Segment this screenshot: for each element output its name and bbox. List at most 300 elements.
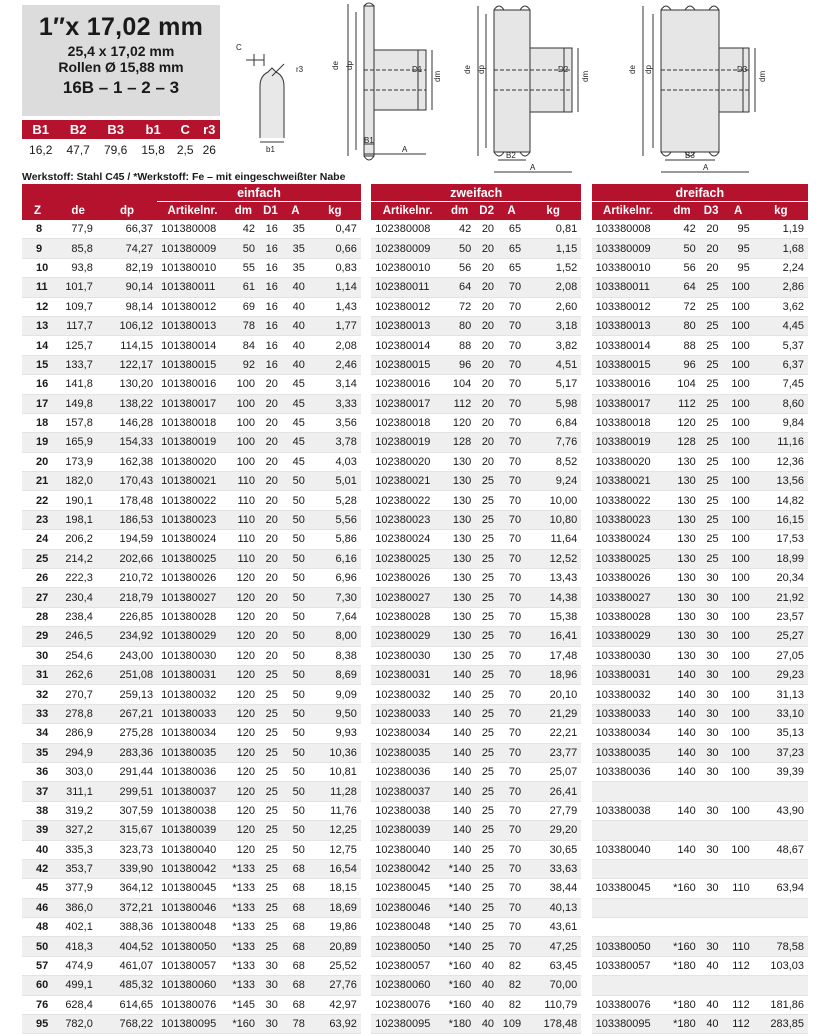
table-cell: 70 <box>498 724 525 743</box>
table-cell: 130 <box>664 530 699 549</box>
table-cell: *140 <box>444 918 475 937</box>
table-cell: 45 <box>282 395 309 414</box>
table-cell: 15,38 <box>525 608 581 627</box>
column-gap <box>361 937 371 956</box>
table-cell: 3,78 <box>309 433 361 452</box>
table-row <box>22 841 808 860</box>
table-row <box>22 685 808 704</box>
table-cell: 100 <box>723 453 754 472</box>
table-cell: 101380018 <box>157 414 228 433</box>
label-b3: B3 <box>685 151 695 160</box>
table-cell: 39,39 <box>754 763 808 782</box>
table-cell: 418,3 <box>59 937 96 956</box>
table-cell: 103380076 <box>592 996 665 1015</box>
table-cell: 103380010 <box>592 259 665 278</box>
table-cell: 70 <box>498 414 525 433</box>
table-cell: 34 <box>22 724 59 743</box>
table-cell: 103380015 <box>592 356 665 375</box>
table-cell: 485,32 <box>97 976 157 995</box>
table-cell: 768,22 <box>97 1015 157 1034</box>
table-cell: 21 <box>22 472 59 491</box>
table-cell <box>723 821 754 840</box>
table-cell: 70 <box>498 433 525 452</box>
table-cell: 9,93 <box>309 724 361 743</box>
table-cell: 3,82 <box>525 336 581 355</box>
table-cell: 92 <box>228 356 259 375</box>
col-d-a: A <box>498 202 525 220</box>
table-cell: 20,34 <box>754 569 808 588</box>
table-cell: 138,22 <box>97 395 157 414</box>
table-cell: 63,94 <box>754 879 808 898</box>
col-d-dm: dm <box>444 202 475 220</box>
table-cell: 461,07 <box>97 957 157 976</box>
table-cell: 50 <box>282 744 309 763</box>
column-gap <box>361 821 371 840</box>
table-cell: 30 <box>700 647 723 666</box>
title-box <box>22 5 220 116</box>
table-cell: 103380034 <box>592 724 665 743</box>
spec-value: 26 <box>199 139 220 161</box>
table-cell: 70 <box>498 530 525 549</box>
table-cell: 100 <box>723 608 754 627</box>
col-t-kg: kg <box>754 202 808 220</box>
table-cell: 31,13 <box>754 685 808 704</box>
table-cell: 243,00 <box>97 647 157 666</box>
table-cell: 25 <box>475 821 498 840</box>
table-cell: 70 <box>498 782 525 801</box>
table-cell: 20 <box>259 511 282 530</box>
table-cell: 474,9 <box>59 957 96 976</box>
table-cell: 140 <box>444 841 475 860</box>
table-cell: 101380028 <box>157 608 228 627</box>
table-cell <box>592 860 665 879</box>
table-cell: 48 <box>22 918 59 937</box>
table-cell: 37 <box>22 782 59 801</box>
table-cell: 50 <box>282 666 309 685</box>
table-row <box>22 356 808 375</box>
table-cell: 70,00 <box>525 976 581 995</box>
table-cell: 110,79 <box>525 996 581 1015</box>
table-cell: 120 <box>228 685 259 704</box>
table-cell: 101380057 <box>157 957 228 976</box>
table-cell: 140 <box>664 763 699 782</box>
table-cell: 20 <box>700 259 723 278</box>
table-cell: 102380032 <box>371 685 444 704</box>
table-cell: 29,20 <box>525 821 581 840</box>
table-cell: 1,77 <box>309 317 361 336</box>
table-cell: 70 <box>498 763 525 782</box>
table-cell: 20 <box>475 239 498 258</box>
table-cell: 25 <box>700 491 723 510</box>
table-cell: 130 <box>664 627 699 646</box>
table-cell: 16 <box>259 336 282 355</box>
table-cell: 20 <box>475 395 498 414</box>
label-dp-3: dp <box>644 65 653 74</box>
table-cell: 6,96 <box>309 569 361 588</box>
table-cell: 364,12 <box>97 879 157 898</box>
table-cell: 141,8 <box>59 375 96 394</box>
table-cell: 103380020 <box>592 453 665 472</box>
table-cell: 103380025 <box>592 550 665 569</box>
table-cell: 294,9 <box>59 744 96 763</box>
column-gap <box>581 666 591 685</box>
table-cell: 402,1 <box>59 918 96 937</box>
table-cell: 130 <box>444 453 475 472</box>
table-cell: 2,46 <box>309 356 361 375</box>
table-cell: 20 <box>475 375 498 394</box>
table-cell: 70 <box>498 336 525 355</box>
table-cell: 103380014 <box>592 336 665 355</box>
table-cell: 25 <box>700 472 723 491</box>
table-cell: 339,90 <box>97 860 157 879</box>
table-cell: 246,5 <box>59 627 96 646</box>
table-cell: 30 <box>700 802 723 821</box>
table-cell: 218,79 <box>97 588 157 607</box>
table-cell: 5,01 <box>309 472 361 491</box>
table-cell: 21,92 <box>754 588 808 607</box>
table-cell: 36 <box>22 763 59 782</box>
table-cell: 103380023 <box>592 511 665 530</box>
table-cell: 100 <box>723 278 754 297</box>
table-cell: 4,03 <box>309 453 361 472</box>
table-cell: 95 <box>723 239 754 258</box>
table-cell: 101380038 <box>157 802 228 821</box>
table-cell: *140 <box>444 860 475 879</box>
table-cell: 102380029 <box>371 627 444 646</box>
table-row <box>22 937 808 956</box>
table-cell: 103380012 <box>592 298 665 317</box>
table-cell: 20 <box>475 298 498 317</box>
table-cell: 130 <box>664 550 699 569</box>
table-cell: 63,92 <box>309 1015 361 1034</box>
table-cell: 69 <box>228 298 259 317</box>
column-gap <box>581 763 591 782</box>
table-cell: 102380045 <box>371 879 444 898</box>
table-row <box>22 414 808 433</box>
table-cell: 30 <box>259 976 282 995</box>
col-d-d2: D2 <box>475 202 498 220</box>
table-cell: 12,52 <box>525 550 581 569</box>
table-cell: 19,86 <box>309 918 361 937</box>
table-cell: 68 <box>282 976 309 995</box>
column-gap <box>361 608 371 627</box>
table-cell: 0,47 <box>309 220 361 239</box>
column-gap <box>581 375 591 394</box>
table-cell: 130 <box>664 472 699 491</box>
table-cell: 43,61 <box>525 918 581 937</box>
table-cell: 19 <box>22 433 59 452</box>
table-cell: 48,67 <box>754 841 808 860</box>
column-gap <box>361 491 371 510</box>
table-cell: 186,53 <box>97 511 157 530</box>
label-a3: A <box>703 163 709 172</box>
table-cell: 77,9 <box>59 220 96 239</box>
table-cell: 101380026 <box>157 569 228 588</box>
table-cell: 50 <box>282 472 309 491</box>
table-cell: 45 <box>282 414 309 433</box>
table-row <box>22 472 808 491</box>
table-cell: 3,18 <box>525 317 581 336</box>
column-gap <box>581 685 591 704</box>
table-cell: 120 <box>228 647 259 666</box>
table-cell: 101380012 <box>157 298 228 317</box>
col-de: de <box>59 202 96 220</box>
table-cell: 26,41 <box>525 782 581 801</box>
table-cell: 70 <box>498 744 525 763</box>
table-cell: 286,9 <box>59 724 96 743</box>
table-cell <box>754 860 808 879</box>
table-cell: 103380024 <box>592 530 665 549</box>
table-cell: 120 <box>228 821 259 840</box>
table-cell: 40 <box>282 317 309 336</box>
table-cell: 120 <box>228 627 259 646</box>
column-gap <box>581 511 591 530</box>
table-cell: 102380028 <box>371 608 444 627</box>
column-gap <box>581 414 591 433</box>
table-cell: 5,37 <box>754 336 808 355</box>
table-cell: 25 <box>475 724 498 743</box>
table-cell: 102380034 <box>371 724 444 743</box>
table-cell: 130 <box>444 530 475 549</box>
table-cell: 40 <box>475 996 498 1015</box>
table-cell: 16 <box>259 239 282 258</box>
table-cell: 102380048 <box>371 918 444 937</box>
table-cell: 2,08 <box>309 336 361 355</box>
table-cell: 140 <box>444 744 475 763</box>
table-cell: 372,21 <box>97 899 157 918</box>
table-cell: 30,65 <box>525 841 581 860</box>
column-gap <box>361 705 371 724</box>
table-cell: *133 <box>228 957 259 976</box>
table-cell: 100 <box>723 511 754 530</box>
table-cell: 15 <box>22 356 59 375</box>
table-cell: 78,58 <box>754 937 808 956</box>
table-cell: 70 <box>498 511 525 530</box>
table-cell: 101380039 <box>157 821 228 840</box>
table-cell: 106,12 <box>97 317 157 336</box>
col-dp: dp <box>97 202 157 220</box>
table-cell: 16 <box>22 375 59 394</box>
table-cell: 25 <box>475 511 498 530</box>
table-cell: 22 <box>22 491 59 510</box>
table-cell: 101380033 <box>157 705 228 724</box>
table-cell: 20 <box>475 453 498 472</box>
table-cell: 130 <box>664 647 699 666</box>
table-cell: 17,53 <box>754 530 808 549</box>
table-cell <box>754 918 808 937</box>
table-cell <box>700 782 723 801</box>
table-cell: *180 <box>444 1015 475 1034</box>
table-cell: 25 <box>259 899 282 918</box>
col-s-art: Artikelnr. <box>157 202 228 220</box>
col-s-kg: kg <box>309 202 361 220</box>
table-cell: 101380076 <box>157 996 228 1015</box>
table-cell: 102380038 <box>371 802 444 821</box>
table-cell: 101380021 <box>157 472 228 491</box>
column-gap <box>581 395 591 414</box>
table-cell: 35 <box>22 744 59 763</box>
table-cell: 50 <box>282 530 309 549</box>
table-cell: *160 <box>664 879 699 898</box>
table-cell: 66,37 <box>97 220 157 239</box>
table-cell: 11,64 <box>525 530 581 549</box>
table-cell: 0,83 <box>309 259 361 278</box>
table-cell: 20 <box>475 259 498 278</box>
table-cell <box>754 976 808 995</box>
table-cell: 283,36 <box>97 744 157 763</box>
table-cell: 25 <box>700 414 723 433</box>
table-cell: 25 <box>475 647 498 666</box>
table-cell: 130 <box>444 472 475 491</box>
table-cell: 327,2 <box>59 821 96 840</box>
column-gap <box>361 899 371 918</box>
table-cell: 0,81 <box>525 220 581 239</box>
table-cell: *160 <box>444 957 475 976</box>
table-cell: 101380019 <box>157 433 228 452</box>
table-cell: 100 <box>723 472 754 491</box>
table-row <box>22 395 808 414</box>
table-cell: 102380030 <box>371 647 444 666</box>
table-cell: 45 <box>282 433 309 452</box>
spec-header: B3 <box>97 120 134 139</box>
table-row <box>22 491 808 510</box>
table-cell: 70 <box>498 356 525 375</box>
table-cell: 30 <box>700 724 723 743</box>
column-gap <box>581 782 591 801</box>
table-cell: 102380010 <box>371 259 444 278</box>
column-gap <box>581 724 591 743</box>
title-rollen: Rollen Ø 15,88 mm <box>58 59 184 75</box>
table-cell: 72 <box>444 298 475 317</box>
table-cell: 101380060 <box>157 976 228 995</box>
table-cell: 25 <box>475 588 498 607</box>
column-gap <box>361 802 371 821</box>
table-cell: 25 <box>259 685 282 704</box>
table-cell: *180 <box>664 996 699 1015</box>
table-cell: 12,75 <box>309 841 361 860</box>
table-cell: 27 <box>22 588 59 607</box>
table-cell: 76 <box>22 996 59 1015</box>
table-cell: 102380009 <box>371 239 444 258</box>
table-cell: 32 <box>22 685 59 704</box>
table-cell: 96 <box>444 356 475 375</box>
table-cell: 122,17 <box>97 356 157 375</box>
table-row <box>22 647 808 666</box>
column-gap <box>361 414 371 433</box>
table-cell: 109 <box>498 1015 525 1034</box>
table-cell: 18 <box>22 414 59 433</box>
table-cell: 18,96 <box>525 666 581 685</box>
table-cell: 11,76 <box>309 802 361 821</box>
table-cell: 101380040 <box>157 841 228 860</box>
table-cell: 70 <box>498 860 525 879</box>
table-cell: 101380034 <box>157 724 228 743</box>
table-row <box>22 724 808 743</box>
table-cell: 45 <box>282 375 309 394</box>
table-cell: 12 <box>22 298 59 317</box>
table-cell: 80 <box>664 317 699 336</box>
table-cell: 50 <box>444 239 475 258</box>
table-cell: 102380042 <box>371 860 444 879</box>
col-d-kg: kg <box>525 202 581 220</box>
table-cell: 100 <box>723 802 754 821</box>
table-cell <box>664 860 699 879</box>
table-cell <box>754 782 808 801</box>
table-cell: 101380035 <box>157 744 228 763</box>
table-cell: 50 <box>282 511 309 530</box>
table-row <box>22 317 808 336</box>
table-cell: 14,38 <box>525 588 581 607</box>
table-cell: 120 <box>228 744 259 763</box>
table-cell: 8,38 <box>309 647 361 666</box>
table-cell: 100 <box>228 375 259 394</box>
table-cell: 20 <box>259 414 282 433</box>
table-cell: 30 <box>700 627 723 646</box>
table-cell: 102380076 <box>371 996 444 1015</box>
table-cell: 80 <box>444 317 475 336</box>
table-cell: 128 <box>444 433 475 452</box>
table-cell: 70 <box>498 472 525 491</box>
table-cell: 9,09 <box>309 685 361 704</box>
table-cell: 50 <box>282 782 309 801</box>
table-cell: 25 <box>475 879 498 898</box>
table-cell: 100 <box>723 666 754 685</box>
table-cell: *140 <box>444 937 475 956</box>
table-cell: 100 <box>723 491 754 510</box>
table-row <box>22 976 808 995</box>
table-cell: 95 <box>723 220 754 239</box>
table-cell: 101380013 <box>157 317 228 336</box>
table-cell: 4,51 <box>525 356 581 375</box>
col-t-a: A <box>723 202 754 220</box>
table-cell: 96 <box>664 356 699 375</box>
table-cell: 2,08 <box>525 278 581 297</box>
table-cell: 154,33 <box>97 433 157 452</box>
table-cell: 102380013 <box>371 317 444 336</box>
table-cell: 1,52 <box>525 259 581 278</box>
table-row <box>22 259 808 278</box>
table-cell <box>723 976 754 995</box>
spec-value: 47,7 <box>59 139 96 161</box>
table-row <box>22 220 808 239</box>
table-cell: 162,38 <box>97 453 157 472</box>
column-gap <box>581 996 591 1015</box>
column-gap <box>581 937 591 956</box>
table-cell: 100 <box>723 705 754 724</box>
table-row <box>22 1015 808 1034</box>
table-cell: 130 <box>664 608 699 627</box>
label-d2: D2 <box>558 65 569 74</box>
table-cell: 38 <box>22 802 59 821</box>
table-cell <box>664 899 699 918</box>
table-cell: 102380019 <box>371 433 444 452</box>
table-cell: 40 <box>282 298 309 317</box>
table-cell: 499,1 <box>59 976 96 995</box>
table-cell: 40 <box>700 996 723 1015</box>
table-cell: 100 <box>723 433 754 452</box>
table-cell: 25 <box>700 550 723 569</box>
table-cell: 120 <box>228 569 259 588</box>
table-cell: 388,36 <box>97 918 157 937</box>
table-cell: 28 <box>22 608 59 627</box>
table-cell: 3,56 <box>309 414 361 433</box>
table-cell: 40 <box>475 957 498 976</box>
table-cell: 194,59 <box>97 530 157 549</box>
table-cell: 84 <box>228 336 259 355</box>
table-cell: 40 <box>475 1015 498 1034</box>
table-cell: 85,8 <box>59 239 96 258</box>
table-cell: 103380057 <box>592 957 665 976</box>
